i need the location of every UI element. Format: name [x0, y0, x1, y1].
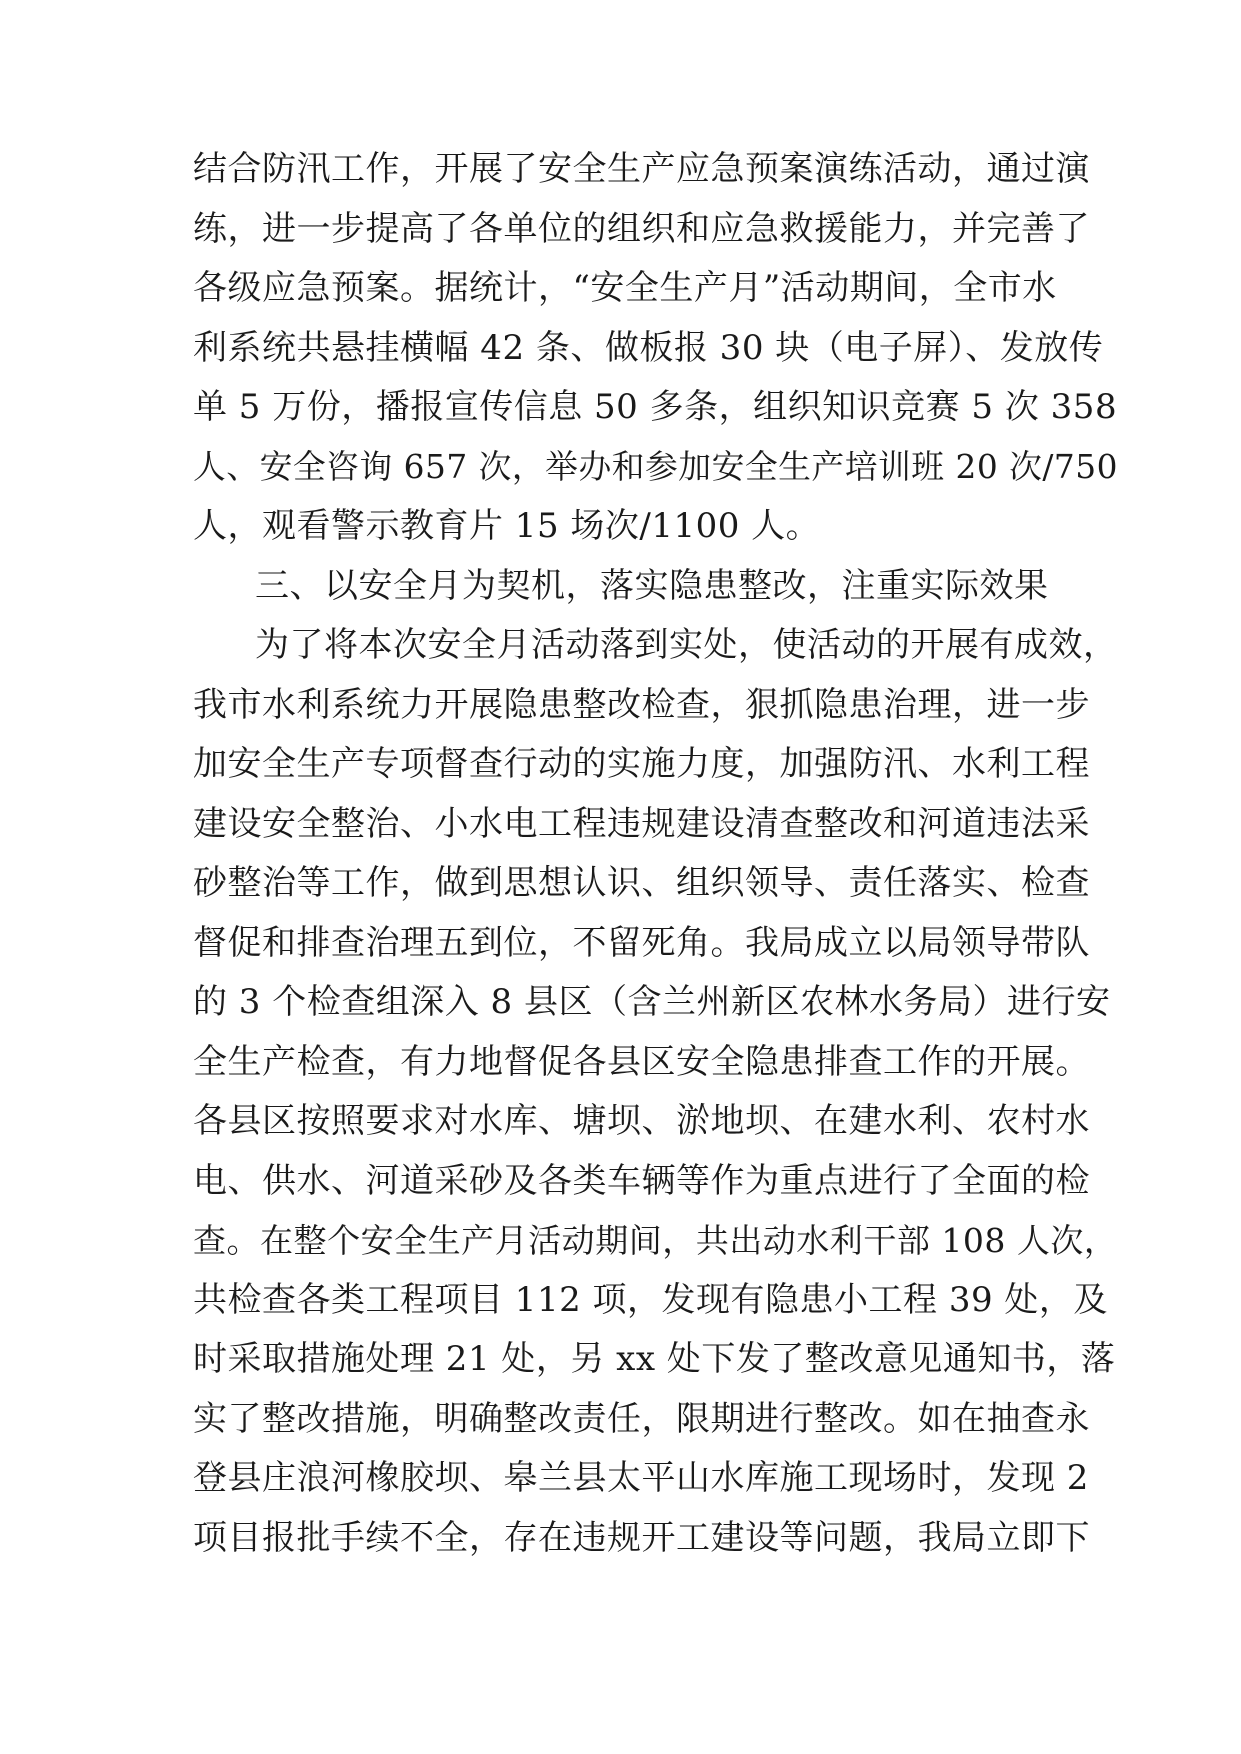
text-line: 加安全生产专项督查行动的实施力度，加强防汛、水利工程 [193, 744, 1090, 784]
text-line: 练，进一步提高了各单位的组织和应急救援能力，并完善了 [193, 208, 1090, 249]
text-line: 建设安全整治、小水电工程违规建设清查整改和河道违法采 [193, 803, 1090, 844]
body-text [193, 140, 1118, 1568]
text-line: 登县庄浪河橡胶坝、皋兰县太平山水库施工现场时，发现 2 [193, 1458, 1089, 1498]
text-line: 全生产检查，有力地督促各县区安全隐患排查工作的开展。 [193, 1041, 1090, 1082]
text-line: 人、安全咨询 657 次，举办和参加安全生产培训班 20 次/750 [193, 447, 1118, 486]
text-line: 项目报批手续不全，存在违规开工建设等问题，我局立即下 [193, 1517, 1090, 1558]
text-line: 人，观看警示教育片 15 场次/1100 人。 [193, 506, 821, 546]
text-line: 结合防汛工作，开展了安全生产应急预案演练活动，通过演 [193, 149, 1090, 189]
paragraph-first-line: 为了将本次安全月活动落到实处，使活动的开展有成效， [255, 625, 1118, 665]
text-line: 共检查各类工程项目 112 项，发现有隐患小工程 39 处，及 [193, 1279, 1108, 1320]
section-heading: 三、以安全月为契机，落实隐患整改，注重实际效果 [255, 565, 1049, 606]
text-line: 实了整改措施，明确整改责任，限期进行整改。如在抽查永 [193, 1398, 1090, 1439]
text-line: 时采取措施处理 21 处，另 xx 处下发了整改意见通知书，落 [193, 1339, 1116, 1379]
text-line: 砂整治等工作，做到思想认识、组织领导、责任落实、检查 [193, 863, 1090, 903]
text-line: 利系统共悬挂横幅 42 条、做板报 30 块（电子屏）、发放传 [193, 327, 1104, 368]
text-line: 电、供水、河道采砂及各类车辆等作为重点进行了全面的检 [193, 1160, 1090, 1201]
text-line: 单 5 万份，播报宣传信息 50 多条，组织知识竞赛 5 次 358 [193, 387, 1118, 427]
text-line: 各级应急预案。据统计，“安全生产月”活动期间，全市水 [193, 268, 1057, 308]
text-line: 督促和排查治理五到位，不留死角。我局成立以局领导带队 [193, 922, 1090, 963]
text-line: 我市水利系统力开展隐患整改检查，狠抓隐患治理，进一步 [193, 684, 1090, 725]
text-line: 查。在整个安全生产月活动期间，共出动水利干部 108 人次， [193, 1221, 1118, 1260]
text-line: 各县区按照要求对水库、塘坝、淤地坝、在建水利、农村水 [193, 1101, 1090, 1141]
text-line: 的 3 个检查组深入 8 县区（含兰州新区农林水务局）进行安 [193, 982, 1111, 1022]
